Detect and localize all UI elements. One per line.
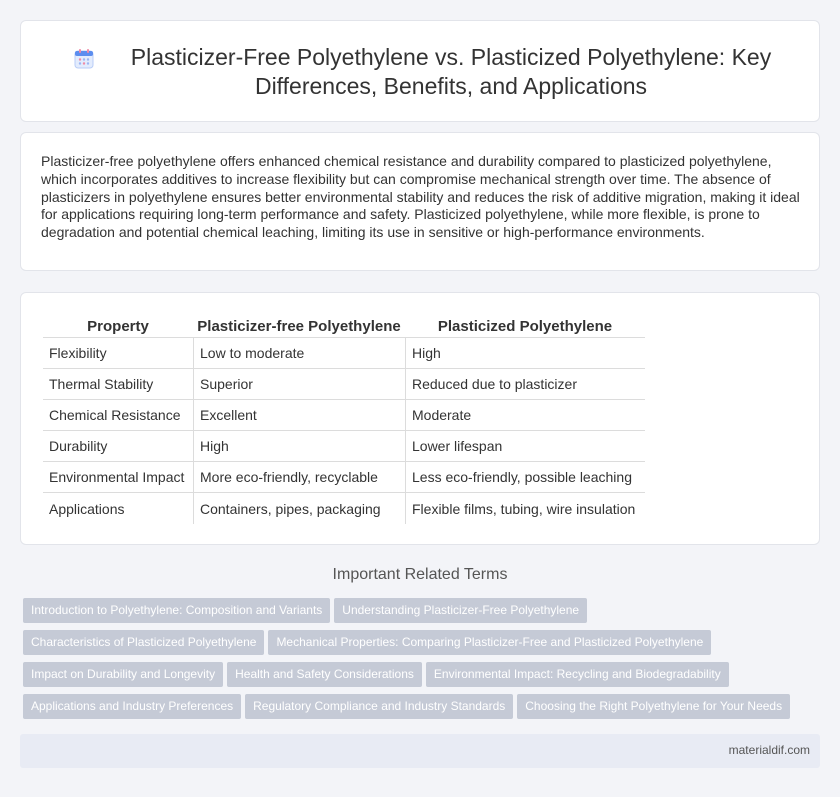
- footer: [20, 734, 820, 768]
- tag-row: [23, 630, 823, 662]
- plasticized-cell: High: [405, 338, 645, 369]
- comparison-table: [43, 315, 645, 524]
- plasticizer-free-cell: High: [193, 431, 405, 462]
- table-row: [43, 493, 645, 524]
- table-header-row: [43, 315, 645, 338]
- related-term-tag[interactable]: Understanding Plasticizer-Free Polyethylene: [334, 598, 587, 623]
- calendar-icon: [73, 48, 95, 70]
- column-header-property: Property: [43, 315, 193, 338]
- property-cell: Applications: [49, 500, 125, 517]
- table-row: [43, 369, 645, 400]
- tag-row: [23, 694, 823, 726]
- plasticized-cell: Less eco-friendly, possible leaching: [405, 462, 645, 493]
- header-card: [20, 20, 820, 122]
- property-cell: Chemical Resistance: [43, 400, 193, 431]
- related-term-tag[interactable]: Environmental Impact: Recycling and Biodegradability: [426, 662, 729, 687]
- tag-row: [23, 662, 823, 694]
- table-row: [43, 338, 645, 369]
- property-cell: Flexibility: [43, 338, 193, 369]
- plasticized-cell: Flexible films, tubing, wire insulation: [405, 493, 645, 524]
- page-title: Plasticizer-Free Polyethylene vs. Plasticized Polyethylene: Key Differences, Benefits, and Applications: [130, 44, 772, 99]
- related-term-tag[interactable]: Health and Safety Considerations: [227, 662, 422, 687]
- plasticized-cell: Reduced due to plasticizer: [405, 369, 645, 400]
- related-term-tag[interactable]: Characteristics of Plasticized Polyethylene: [23, 630, 264, 655]
- property-cell: Environmental Impact: [43, 462, 193, 493]
- related-terms-heading: Important Related Terms: [332, 566, 508, 583]
- column-header-plasticized: Plasticized Polyethylene: [405, 315, 645, 338]
- related-term-tag[interactable]: Impact on Durability and Longevity: [23, 662, 223, 687]
- footer-site-link[interactable]: materialdif.com: [728, 743, 810, 757]
- table-row: [43, 400, 645, 431]
- intro-card: [20, 132, 820, 271]
- comparison-table-card: [20, 292, 820, 545]
- plasticized-cell: Lower lifespan: [405, 431, 645, 462]
- column-header-plasticizer-free: Plasticizer-free Polyethylene: [193, 315, 405, 338]
- table-row: [43, 431, 645, 462]
- plasticizer-free-cell: Low to moderate: [193, 338, 405, 369]
- intro-paragraph: Plasticizer-free polyethylene offers enhanced chemical resistance and durability compared to plasticized polyethylene, which incorporates additives to increase flexibility but can compromise mechanical strength over time. The absence of plasticizers in polyethylene ensures better environmental stability and reduces the risk of additive migration, making it ideal for applications requiring long-term performance and safety. Plasticized polyethylene, while more flexible, is prone to degradation and potential chemical leaching, limiting its use in sensitive or high-performance environments.: [41, 153, 800, 241]
- plasticizer-free-cell: More eco-friendly, recyclable: [193, 462, 405, 493]
- plasticizer-free-cell: Excellent: [193, 400, 405, 431]
- plasticizer-free-cell: Superior: [193, 369, 405, 400]
- related-term-tag[interactable]: Regulatory Compliance and Industry Standards: [245, 694, 513, 719]
- tag-row: [23, 598, 823, 630]
- related-terms-list: [23, 598, 823, 726]
- related-term-tag[interactable]: Mechanical Properties: Comparing Plasticizer-Free and Plasticized Polyethylene: [268, 630, 711, 655]
- table-row: [43, 462, 645, 493]
- related-term-tag[interactable]: Introduction to Polyethylene: Composition and Variants: [23, 598, 330, 623]
- related-term-tag[interactable]: Choosing the Right Polyethylene for Your Needs: [517, 694, 790, 719]
- property-cell: Durability: [43, 431, 193, 462]
- plasticizer-free-cell: Containers, pipes, packaging: [193, 493, 405, 524]
- plasticized-cell: Moderate: [405, 400, 645, 431]
- property-cell: Thermal Stability: [43, 369, 193, 400]
- related-term-tag[interactable]: Applications and Industry Preferences: [23, 694, 241, 719]
